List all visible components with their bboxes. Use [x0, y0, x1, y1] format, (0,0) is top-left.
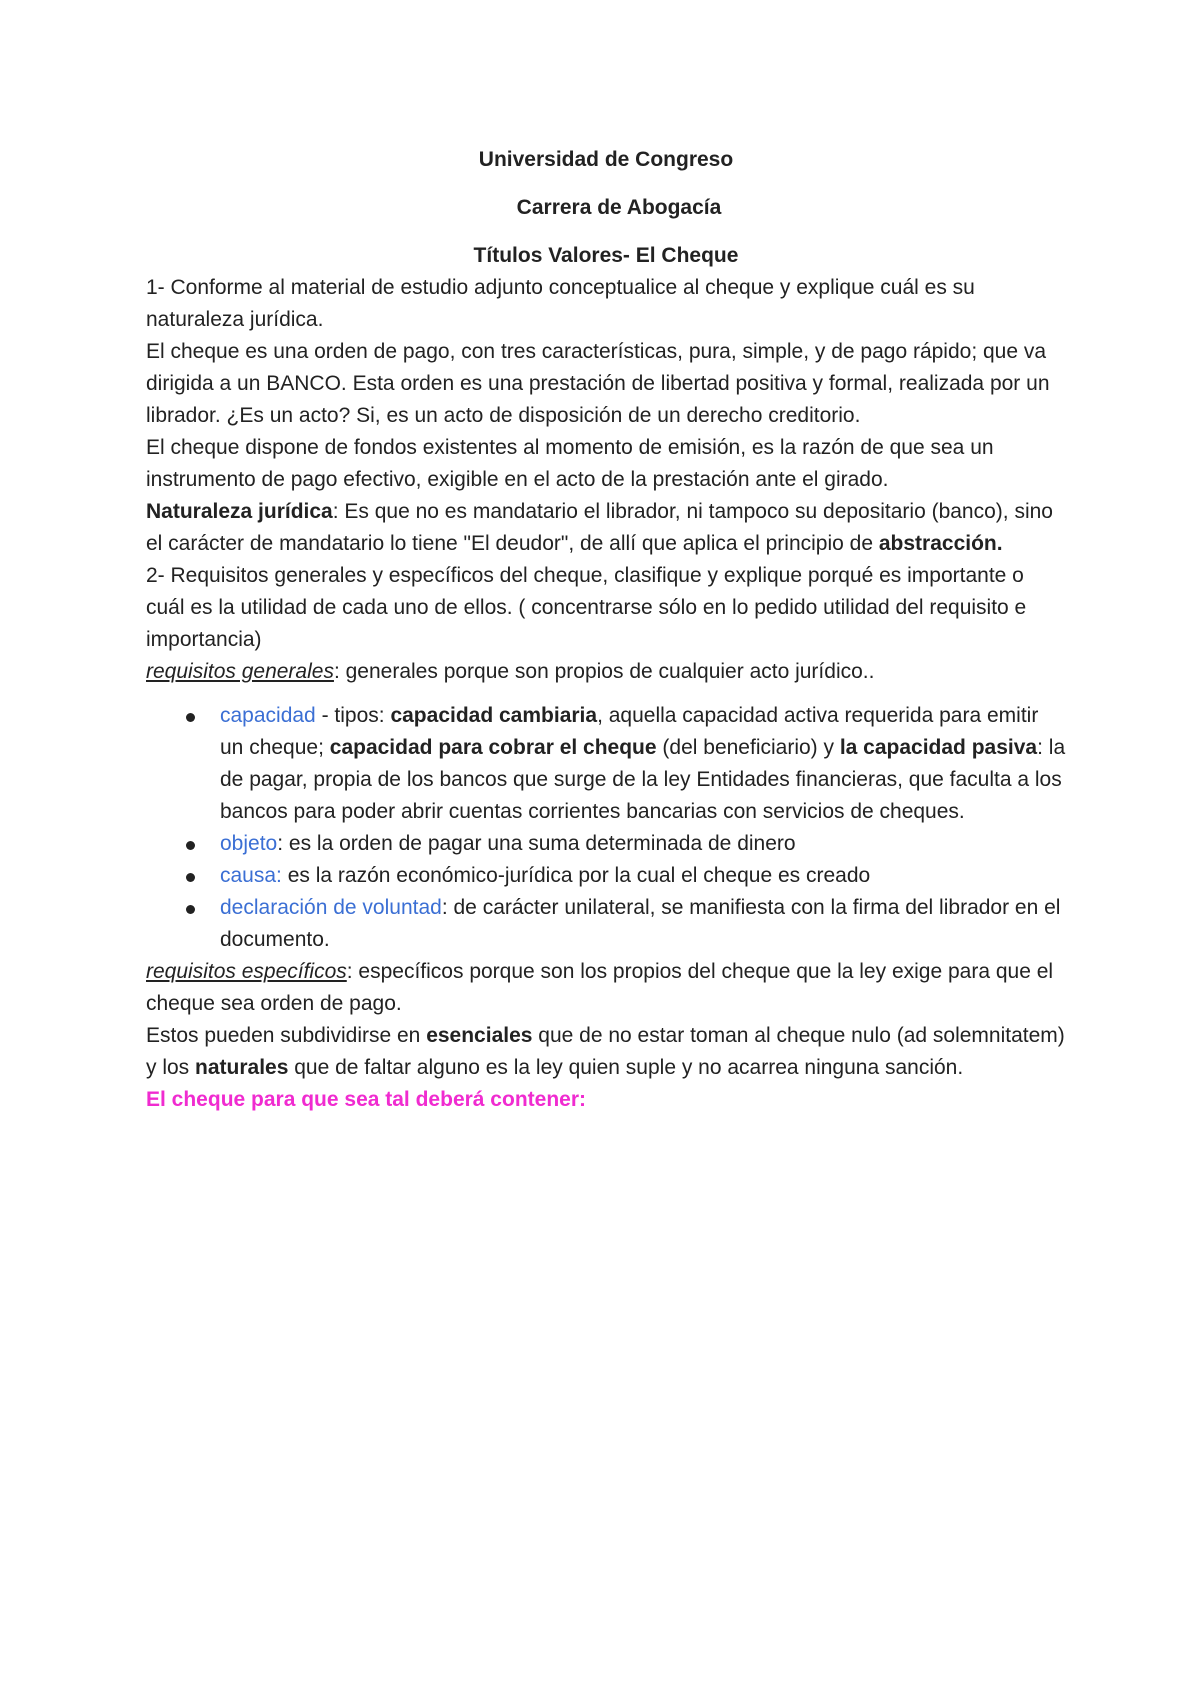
general-requirements-list: [146, 700, 1066, 956]
capacidad-text-4: : la de pagar, propia de los bancos que surge de la ley Entidades financieras, que faculta a los bancos para poder abrir cuentas corrientes bancarias con servicios de cheques.: [220, 736, 1066, 823]
list-item-declaracion: [220, 892, 1066, 956]
capacidad-text-2: , aquella capacidad activa requerida para emitir un cheque;: [220, 704, 1039, 759]
capacidad-pasiva: la capacidad pasiva: [839, 736, 1038, 759]
university-title: Universidad de Congreso: [478, 148, 734, 171]
capacidad-cobrar: capacidad para cobrar el cheque: [329, 736, 657, 759]
general-requirements-paragraph: [146, 656, 1066, 688]
naturaleza-juridica-label: Naturaleza jurídica: [146, 500, 333, 523]
causa-text: es la razón económico-jurídica por la cual el cheque es creado: [281, 864, 871, 887]
subdivision-text-2: que de no estar toman al cheque nulo (ad solemnitatem) y los: [146, 1024, 1065, 1079]
term-declaracion: declaración de voluntad: [220, 896, 442, 919]
specific-requirements-text: : específicos porque son los propios del cheque que la ley exige para que el cheque sea orden de pago.: [146, 960, 1054, 1015]
list-item-objeto: [220, 828, 1066, 860]
bullet-icon: [186, 873, 195, 882]
capacidad-text-3: (del beneficiario) y: [656, 736, 840, 759]
answer-1-paragraph-2: El cheque dispone de fondos existentes al momento de emisión, es la razón de que sea un instrumento de pago efectivo, exigible en el acto de la prestación ante el girado.: [146, 436, 994, 491]
capacidad-text-1: - tipos:: [315, 704, 391, 727]
career-title: Carrera de Abogacía: [516, 196, 722, 219]
term-capacidad: capacidad: [220, 704, 316, 727]
document-body: [146, 140, 1066, 1116]
question-1: 1- Conforme al material de estudio adjunto conceptualice al cheque y explique cuál es su naturaleza jurídica.: [146, 276, 975, 331]
bullet-icon: [186, 905, 195, 914]
final-heading: El cheque para que sea tal deberá contener:: [146, 1088, 586, 1111]
capacidad-cambiaria: capacidad cambiaria: [390, 704, 598, 727]
naturaleza-juridica-text: : Es que no es mandatario el librador, ni tampoco su depositario (banco), sino el carácter de mandatario lo tiene "El deudor", de allí que aplica el principio de: [146, 500, 1053, 555]
subdivision-paragraph: [146, 1020, 1066, 1084]
abstraccion-term: abstracción.: [878, 532, 1003, 555]
bullet-icon: [186, 841, 195, 850]
specific-requirements-label: requisitos específicos: [146, 960, 347, 983]
question-2: 2- Requisitos generales y específicos del cheque, clasifique y explique porqué es importante o cuál es la utilidad de cada uno de ellos. ( concentrarse sólo en lo pedido utilidad del requisito e importancia): [146, 564, 1027, 651]
term-causa: causa:: [220, 864, 282, 887]
list-item-capacidad: [220, 700, 1066, 828]
bullet-icon: [186, 713, 195, 722]
list-item-causa: [220, 860, 1066, 892]
declaracion-text: : de carácter unilateral, se manifiesta con la firma del librador en el documento.: [220, 896, 1061, 951]
specific-requirements-paragraph: [146, 956, 1066, 1020]
general-requirements-text: : generales porque son propios de cualquier acto jurídico..: [333, 660, 875, 683]
topic-title: Títulos Valores- El Cheque: [473, 244, 739, 267]
naturales-term: naturales: [195, 1056, 289, 1079]
esenciales-term: esenciales: [426, 1024, 533, 1047]
subdivision-text-1: Estos pueden subdividirse en: [146, 1024, 427, 1047]
subdivision-text-3: que de faltar alguno es la ley quien suple y no acarrea ninguna sanción.: [288, 1056, 964, 1079]
answer-1-paragraph-1: El cheque es una orden de pago, con tres características, pura, simple, y de pago rápido; que va dirigida a un BANCO. Esta orden es una prestación de libertad positiva y formal, realizada por un librador. ¿Es un acto? Si, es un acto de disposición de un derecho creditorio.: [146, 340, 1050, 427]
objeto-text: : es la orden de pagar una suma determinada de dinero: [277, 832, 796, 855]
naturaleza-juridica-paragraph: [146, 496, 1066, 560]
general-requirements-label: requisitos generales: [146, 660, 334, 683]
term-objeto: objeto: [220, 832, 278, 855]
